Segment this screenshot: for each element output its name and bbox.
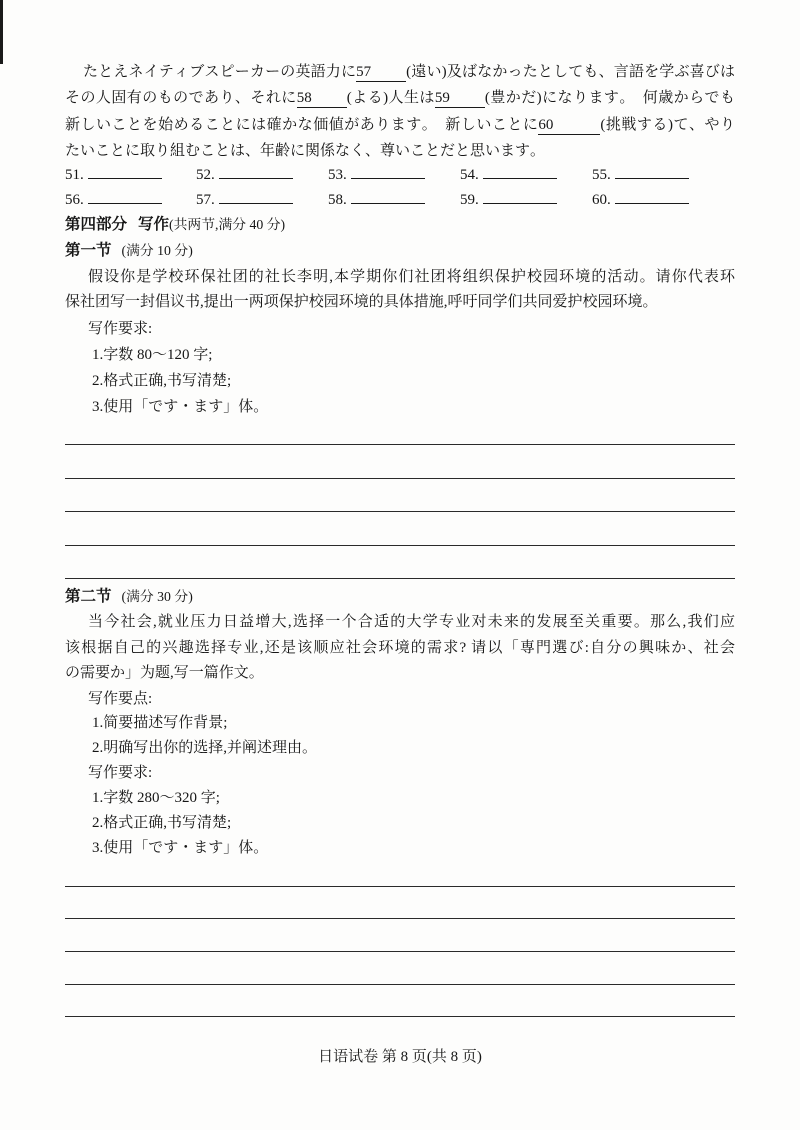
passage-text: (よる)人生は bbox=[346, 90, 435, 106]
answer-blank-line bbox=[351, 163, 425, 179]
section1-prompt-line: 保社团写一封倡议书,提出一两项保护校园环境的具体措施,呼吁同学们共同爱护校园环境。 bbox=[65, 294, 658, 310]
answer-number: 51. bbox=[65, 167, 84, 183]
section1-requirements-heading: 写作要求: bbox=[88, 321, 153, 337]
answer-blank-line bbox=[219, 188, 293, 204]
section2-requirement: 1.字数 280～320 字; bbox=[92, 790, 220, 806]
answer-item bbox=[328, 163, 425, 187]
passage-line-3 bbox=[65, 112, 735, 138]
answer-blank-line bbox=[615, 163, 689, 179]
passage-text: (遠い)及ばなかったとしても、言語を学ぶ喜びは bbox=[406, 64, 735, 80]
passage-line-4: たいことに取り組むことは、年齢に関係なく、尊いことだと思います。 bbox=[65, 143, 546, 159]
answer-number: 58. bbox=[328, 192, 347, 208]
section1-heading bbox=[65, 238, 735, 264]
section2-requirement: 3.使用「です・ます」体。 bbox=[92, 840, 269, 856]
writing-line bbox=[65, 1016, 735, 1017]
answer-number: 57. bbox=[196, 192, 215, 208]
answer-number: 53. bbox=[328, 167, 347, 183]
section2-point: 1.简要描述写作背景; bbox=[92, 715, 228, 731]
writing-line bbox=[65, 511, 735, 512]
passage-text: (豊かだ)になります。 何歳からでも bbox=[484, 90, 735, 106]
answer-blank-line bbox=[219, 163, 293, 179]
section1-label: 第一节 bbox=[65, 242, 112, 259]
answer-item bbox=[65, 163, 162, 187]
passage-line-1 bbox=[83, 59, 735, 85]
answer-number: 52. bbox=[196, 167, 215, 183]
part4-title: 写作 bbox=[138, 216, 170, 233]
answer-item bbox=[460, 188, 557, 212]
section2-note: (满分 30 分) bbox=[121, 589, 193, 604]
section2-prompt-line: の需要か」为题,写一篇作文。 bbox=[65, 665, 264, 681]
answer-item bbox=[460, 163, 557, 187]
passage-line-2 bbox=[65, 85, 735, 111]
part4-label: 第四部分 bbox=[65, 216, 128, 233]
answer-blank-line bbox=[351, 188, 425, 204]
writing-line bbox=[65, 918, 735, 919]
blank-60: 60 bbox=[538, 117, 600, 135]
passage-text: その人固有のものであり、それに bbox=[65, 90, 297, 106]
writing-line bbox=[65, 951, 735, 952]
answer-item bbox=[592, 163, 689, 187]
passage-text: たとえネイティブスピーカーの英語力に bbox=[83, 64, 357, 80]
section2-requirement: 2.格式正确,书写清楚; bbox=[92, 815, 232, 831]
answer-blank-line bbox=[483, 163, 557, 179]
passage-text: (挑戦する)て、やり bbox=[600, 117, 735, 133]
answer-item bbox=[196, 188, 293, 212]
answer-item bbox=[592, 188, 689, 212]
answer-number: 59. bbox=[460, 192, 479, 208]
section1-requirement: 2.格式正确,书写清楚; bbox=[92, 373, 232, 389]
part4-heading bbox=[65, 212, 735, 238]
answer-item bbox=[328, 188, 425, 212]
writing-line bbox=[65, 444, 735, 445]
section2-point: 2.明确写出你的选择,并阐述理由。 bbox=[92, 740, 318, 756]
section1-prompt-line: 假设你是学校环保社团的社长李明,本学期你们社团将组织保护校园环境的活动。请你代表环 bbox=[88, 269, 735, 285]
section2-requirements-heading: 写作要求: bbox=[88, 765, 153, 781]
blank-57: 57 bbox=[356, 64, 406, 82]
writing-line bbox=[65, 478, 735, 479]
answer-blank-line bbox=[88, 163, 162, 179]
section2-prompt-line: 该根据自己的兴趣选择专业,还是该顺应社会环境的需求? 请以「専門選び:自分の興味か、社会 bbox=[65, 640, 735, 656]
writing-line bbox=[65, 545, 735, 546]
section1-note: (满分 10 分) bbox=[121, 243, 193, 258]
writing-line bbox=[65, 886, 735, 887]
answer-number: 60. bbox=[592, 192, 611, 208]
writing-line bbox=[65, 984, 735, 985]
page-footer: 日语试卷 第 8 页(共 8 页) bbox=[318, 1049, 482, 1065]
answer-number: 55. bbox=[592, 167, 611, 183]
answer-number: 56. bbox=[65, 192, 84, 208]
section2-points-heading: 写作要点: bbox=[88, 691, 153, 707]
section2-label: 第二节 bbox=[65, 588, 112, 605]
answer-blank-line bbox=[615, 188, 689, 204]
section1-requirement: 3.使用「です・ます」体。 bbox=[92, 399, 269, 415]
answer-number: 54. bbox=[460, 167, 479, 183]
section1-requirement: 1.字数 80～120 字; bbox=[92, 347, 213, 363]
section2-heading bbox=[65, 584, 735, 610]
blank-58: 58 bbox=[297, 90, 347, 108]
section2-prompt-line: 当今社会,就业压力日益增大,选择一个合适的大学专业对未来的发展至关重要。那么,我们应 bbox=[88, 614, 735, 630]
answer-item bbox=[65, 188, 162, 212]
part4-note: (共两节,满分 40 分) bbox=[169, 217, 286, 232]
answer-item bbox=[196, 163, 293, 187]
blank-59: 59 bbox=[435, 90, 485, 108]
answer-blank-line bbox=[88, 188, 162, 204]
writing-line bbox=[65, 578, 735, 579]
answer-blank-line bbox=[483, 188, 557, 204]
scan-edge-mark bbox=[0, 0, 3, 64]
passage-text: 新しいことを始めることには確かな価値があります。 新しいことに bbox=[65, 117, 539, 133]
